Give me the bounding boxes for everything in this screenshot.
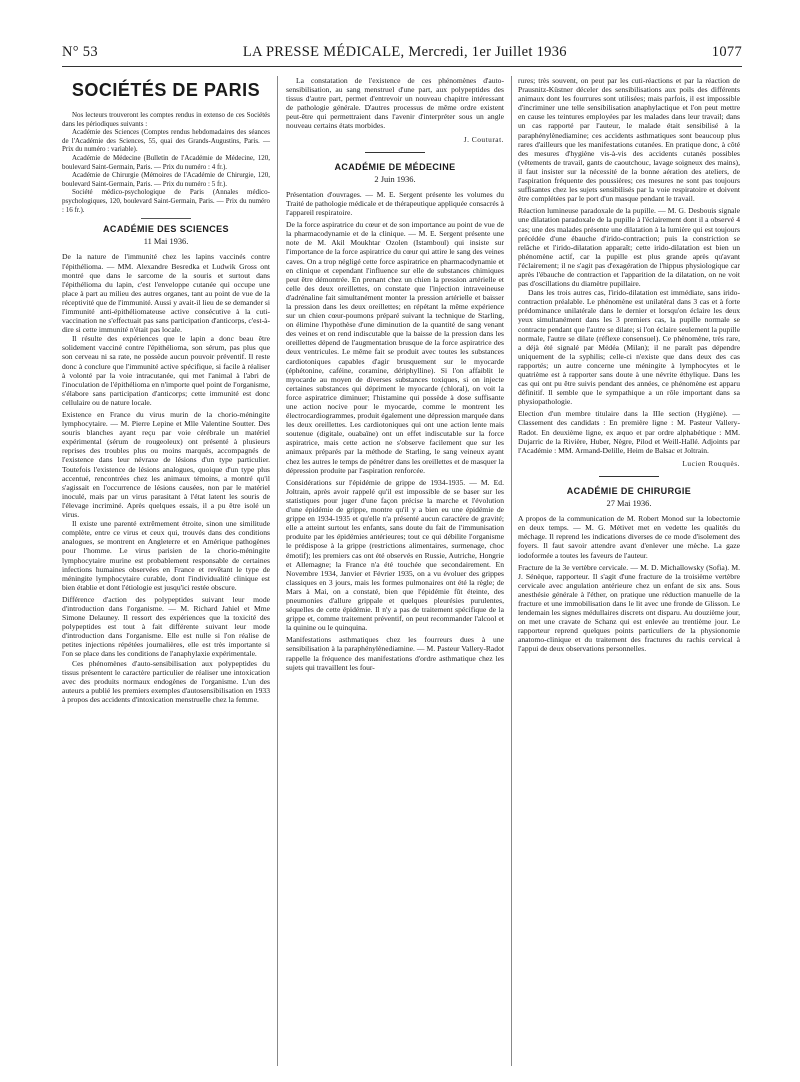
- intro-item: Société médico-psychologique de Paris (Annales médico-psychologiques, 120, boulevard Saint-Germain, Paris. — Prix du numéro : 16 fr.).: [62, 188, 270, 214]
- article-paragraph: La constatation de l'existence de ces phénomènes d'auto-sensibilisation, au sang menstruel d'une part, aux polypeptides des tissus d'autre part, permet d'entrevoir un nouveau chapitre intéressant de pathologie générale. D'autres processus de même ordre existent peut-être qui permettraient dans l'avenir d'interpréter sous un angle nouveau certains états morbides.: [286, 76, 504, 131]
- academy-heading: ACADÉMIE DE CHIRURGIE: [566, 485, 692, 496]
- page-header: [62, 44, 742, 64]
- column-divider: [511, 76, 512, 1066]
- column-2: [286, 76, 504, 672]
- session-date: 11 Mai 1936.: [143, 237, 189, 247]
- page-number: 1077: [711, 44, 742, 60]
- article-entry: Différence d'action des polypeptides suivant leur mode d'introduction dans l'organisme. — M. Richard Jahiel et Mme Simone Delauney. Il ressort des expériences que la toxicité des polypeptides est tout à fait différente suivant leur mode d'introduction dans l'organisme. Elle est nulle si l'on réalise de petites injections répétées journalières, elle est très importante si l'on se place dans les conditions de l'anaphylaxie expérimentale.: [62, 594, 270, 659]
- session-date: 2 Juin 1936.: [374, 174, 416, 184]
- issue-number: N° 53: [62, 44, 98, 60]
- article-entry: Réaction lumineuse paradoxale de la pupille. — M. G. Desbouis signale une dilatation paradoxale de la pupille à l'éclairement dont il a observé 4 cas; une des malades présente une dilatation à la lumière qui est toujours précédée d'une ébauche d'irido-contraction; puis la constriction se relâche et l'irido-dilatation apparaît; cette irido-dilatation est bien un phénomène actif, car la pupille est plus grande après qu'avant l'éclairement; il ne s'agit pas d'exagération de l'hippus physiologique car après l'ébauche de contraction et l'apparition de la dilatation, on ne voit pas d'oscillations du diamètre pupillaire.: [518, 206, 740, 289]
- column-1-articles: [62, 252, 270, 704]
- article-entry: Manifestations asthmatiques chez les fourreurs dues à une sensibilisation à la paraphénylènediamine. — M. Pasteur Vallery-Radot rappelle la fréquence des manifestations d'ordre asthmatique chez les sujets qui travaillent les four-: [286, 635, 504, 672]
- article-paragraph: Il résulte des expériences que le lapin a donc beau être solidement vacciné contre l'épithélioma, son sérum, pas plus que son cerveau ni sa rate, ne possède aucun pouvoir préventif. Il reste donc à conclure que l'immunité active spécifique, si facile à réaliser à volonté par la voie intracutanée, qui met l'animal à l'abri de l'inoculation de l'épithélioma en n'importe quel point de l'organisme, s'élabore sans participation d'anticorps; cette immunité est donc cellulaire ou de nature locale.: [62, 334, 270, 407]
- article-entry: Existence en France du virus murin de la chorio-méningite lymphocytaire. — M. Pierre Lepine et Mlle Valentine Soutter. Des souris blanches ayant reçu par voie cérébrale un matériel expérimental (sérum de rougeoleux) ont présenté à plusieurs reprises des troubles plus ou moins marqués, accompagnés de l'existence dans leur névraxe de lésions d'un type particulier. Toutefois l'existence de lésions analogues, quoique d'un type plus accentué, rencontrées chez les animaux témoins, a montré qu'il s'agissait en l'occurrence de lésions causées, non par le matériel inoculé, mais par un virus parasitant à l'état latent les souris de l'élevage incriminé. Après quelques essais, il a pu être isolé un virus.: [62, 410, 270, 520]
- intro-item: Académie des Sciences (Comptes rendus hebdomadaires des séances de l'Académie des Sciences, 55, quai des Grands-Augustins, Paris. — Prix du numéro : variable).: [62, 128, 270, 154]
- column-3-articles: [518, 76, 740, 455]
- session-date: 27 Mai 1936.: [606, 499, 652, 509]
- article-entry: De la nature de l'immunité chez les lapins vaccinés contre l'épithélioma. — MM. Alexandre Besredka et Ludwik Gross ont montré que dans le sarcome de la souris et surtout dans l'épithélioma du lapin, c'est l'enveloppe cutanée qui occupe une place à part au milieu des autres organes, tant au point de vue de la réceptivité que de l'immunité. Aussi y avait-il lieu de se demander si l'immunité anti-épithéliomateuse active consécutive à la cuti-vaccination ne s'effectuait pas sans participation d'anticorps, c'est-à-dire si cette immunité n'était pas locale.: [62, 252, 270, 335]
- intro-block: [62, 111, 270, 214]
- intro-lead: Nos lecteurs trouveront les comptes rendus in extenso de ces Sociétés dans les périodiques suivants :: [62, 111, 270, 128]
- article-entry: De la force aspiratrice du cœur et de son importance au point de vue de la pharmacodynamie et de la clinique. — M. E. Sergent présente une note de M. Akil Moukhtar Ozolen (Istamboul) qui insiste sur l'importance de la force aspiratrice du cœur qui attire le sang des veines caves. On a trop négligé cette force aspiratrice en pharmacodynamie et en clinique et cependant l'influence sur elle de substances chimiques peut être démontrée. En prenant chez un chien la pression artérielle et celle des deux oreillettes, on constate que l'injection intraveineuse d'adrénaline fait simultanément monter la pression artérielle et baisser la pression dans les deux oreillettes; en répétant la même expérience sur un chien cœur-poumons préparé suivant la technique de Starling, on élimine l'hypothèse d'une diminution de la quantité de sang venant des veines et on rend indiscutable que la baisse de la pression dans les oreillettes dépend de l'augmentation brusque de la force aspiratrice des deux ventricules. Le même fait se produit avec toutes les substances cardiotoniques capables d'agir brusquement sur le myocarde (éphétonine, caféine, coramine, dériphylline). Si l'on affaiblit le myocarde au moyen de diverses substances toxiques, si on injecte certaines substances qui dépriment le myocarde (chloral), on voit la force aspiratrice diminuer; l'histamine qui possède à dose suffisante une action nocive pour le myocarde, comme le montrent les électrocardiogrammes, produit également une dépression marquée dans les deux oreillettes. Les cardiotoniques qui ont une action lente mais soutenue (digitale, ouabaïne) ont un effet indiscutable sur la force aspiratrice, mais cette action ne s'observe facilement que sur les animaux préparés par la méthode de Starling, le sang veineux ayant chez les autres le temps de pénétrer dans les oreillettes et de masquer la dépression produite par l'aspiration renforcée.: [286, 220, 504, 475]
- article-paragraph: Dans les trois autres cas, l'irido-dilatation est immédiate, sans irido-contraction préalable. Le phénomène est unilatéral dans 3 cas et à forte prédominance unilatérale dans le dernier et lorsqu'on éclaire les deux yeux simultanément dans les 3 premiers cas, la pupille normale se contracte pendant que l'autre se dilate; si l'on éclaire seulement la pupille normale, l'autre se dilate (réflexe consensuel). Ce phénomène, très rare, a déjà été signalé par Médéa (Milan); il ne paraît pas dépendre uniquement de la syphilis; celle-ci n'existe que dans deux des cas rapportés; un autre concerne une méningite à lymphocytes et le quatrième est à rapporter sans doute à une névrite éthylique. Dans les cas qui ont pu être suivis pendant des années, ce phénomène est apparu définitif. Il semble que le sympathique a un rôle important dans sa physiopathologie.: [518, 288, 740, 407]
- article-entry: A propos de la communication de M. Robert Monod sur la lobectomie en deux temps. — M. G. Métivet met en vedette les qualités du méchage. Il reprend les indications diverses de ce mode d'isolement des foyers. Il faut savoir attendre avant d'enlever une mèche. La gaze iodoformée a toutes les faveurs de l'auteur.: [518, 514, 740, 560]
- column-divider: [277, 76, 278, 1066]
- header-rule: [62, 66, 742, 67]
- column-3-articles: [518, 514, 740, 653]
- section-divider: [365, 152, 425, 153]
- academy-heading: ACADÉMIE DE MÉDECINE: [334, 161, 456, 172]
- article-paragraph: Ces phénomènes d'auto-sensibilisation aux polypeptides du tissus présentent le caractère particulier de réaliser une intoxication avec des produits normaux endogènes de l'organisme. L'un des auteurs a publié les premiers exemples d'autosensibilisation en 1933 à propos des accidents d'intoxication menstruelle chez la femme.: [62, 658, 270, 704]
- journal-title: LA PRESSE MÉDICALE, Mercredi, 1er Juillet 1936: [242, 44, 567, 60]
- column-2-articles: [286, 190, 504, 672]
- academy-heading: ACADÉMIE DES SCIENCES: [103, 224, 229, 235]
- article-entry: Election d'un membre titulaire dans la IIIe section (Hygiène). — Classement des candidats : En première ligne : M. Pasteur Vallery-Radot. En deuxième ligne, ex æquo et par ordre alphabétique : MM. Dujarric de la Rivière, Huber, Nègre, Pilod et Weill-Hallé. Adjoints par l'Académie : MM. Armand-Delille, Heim de Balsac et Joltrain.: [518, 409, 740, 455]
- article-paragraph: Il existe une parenté extrêmement étroite, sinon une similitude complète, entre ce virus et ceux qui, trouvés dans des conditions analogues, se montrent en Angleterre et en Amérique pathogènes pour l'homme. Le virus parisien de la chorio-méningite lymphocytaire murine est probablement responsable de certaines infections humaines observées en France et revêtant le type de méningite lymphocytaire curable, dont l'individualité clinique est bien établie et dont l'étiologie est jusqu'ici restée obscure.: [62, 519, 270, 592]
- section-divider: [599, 476, 659, 477]
- intro-item: Académie de Médecine (Bulletin de l'Académie de Médecine, 120, boulevard Saint-Germain, Paris. — Prix du numéro : 4 fr.).: [62, 154, 270, 171]
- author-signature: J. Couturat.: [463, 134, 504, 144]
- article-paragraph: rures; très souvent, on peut par les cuti-réactions et par la réaction de Prausnitz-Küstner déceler des sensibilisations aux poils des différents animaux dont les fourrures sont utilisées; mais parfois, il est impossible d'incriminer une telle sensibilisation anaphylactique et l'on peut mettre en cause les teintures employées par les malades dans leur travail; dans un cas rapporté par l'auteur, le malade était sensibilisé à la paraphénylènediamine; ces accidents asthmatiques sont beaucoup plus rares d'ailleurs que les manifestations cutanées. En pratique donc, à côté des mesures d'hygiène vis-à-vis des accidents cutanés possibles (vêtements de travail, gants de caoutchouc, lavage soigneux des mains), il faut insister sur la nécessité de la bonne aération des ateliers, de l'aspiration fréquente des poussières; ces mesures ne sont pas toujours suffisantes chez les sujets sensibilisés par la voie respiratoire et doivent être complétées par le port d'un masque pendant le travail.: [518, 76, 740, 204]
- section-divider: [141, 218, 191, 219]
- article-entry: Présentation d'ouvrages. — M. E. Sergent présente les volumes du Traité de pathologie médicale et de thérapeutique appliquée consacrés à l'appareil respiratoire.: [286, 189, 504, 218]
- article-entry: Considérations sur l'épidémie de grippe de 1934-1935. — M. Ed. Joltrain, après avoir rappelé qu'il est impossible de se baser sur les statistiques pour juger d'une façon précise la marche et l'évolution d'une épidémie de grippe, montre qu'il y a bien eu une épidémie de grippe en 1934-1935 et qu'elle n'a présenté aucun caractère de gravité; elle a atteint surtout les enfants, sans doute du fait de l'immunisation produite par les épidémies antérieures; tout ce qui débilite l'organisme le prédispose à la grippe (restrictions alimentaires, surmenage, choc émotif); les premiers cas ont été observés en Russie, Autriche, Hongrie et Allemagne; la France n'a été touchée que secondairement. En Novembre 1934, Janvier et Février 1935, on a vu évoluer des grippes classiques en 3 jours, mais les formes pulmonaires ont été la règle; de Mars à Mai, on a constaté, bien que l'épidémie fût éteinte, des pneumonies d'allure grippale et quelques pleurésies purulentes, séquelles de cette épidémie. Il n'y a pas de traitement spécifique de la grippe et, comme traitement préventif, on peut recommander l'alcool et la quinine ou le quinquina.: [286, 477, 504, 633]
- section-title: SOCIÉTÉS DE PARIS: [71, 80, 261, 100]
- author-signature: Lucien Rouquès.: [682, 458, 740, 468]
- article-entry: Fracture de la 3e vertèbre cervicale. — M. D. Michaïlowsky (Sofia). M. J. Sénèque, rapporteur. Il s'agit d'une fracture de la troisième vertèbre cervicale avec angulation antérieure chez un enfant de six ans. Sous anesthésie générale à l'éther, on pratique une réduction manuelle de la fracture et une immobilisation dans le lit avec une fronde de Glisson. Le lendemain les signes médullaires discrets ont disparu. Au douzième jour, on met une cravate de Schanz qui est enlevée au trentième jour. Le rapporteur reprend quelques points particuliers de la physionomie anatomo-clinique et du traitement des fractures du rachis cervical à l'appui de deux observations personnelles.: [518, 562, 740, 654]
- column-1: [62, 76, 270, 704]
- column-3: [518, 76, 740, 654]
- intro-item: Académie de Chirurgie (Mémoires de l'Académie de Chirurgie, 120, boulevard Saint-Germain, Paris. — Prix du numéro : 5 fr.).: [62, 171, 270, 188]
